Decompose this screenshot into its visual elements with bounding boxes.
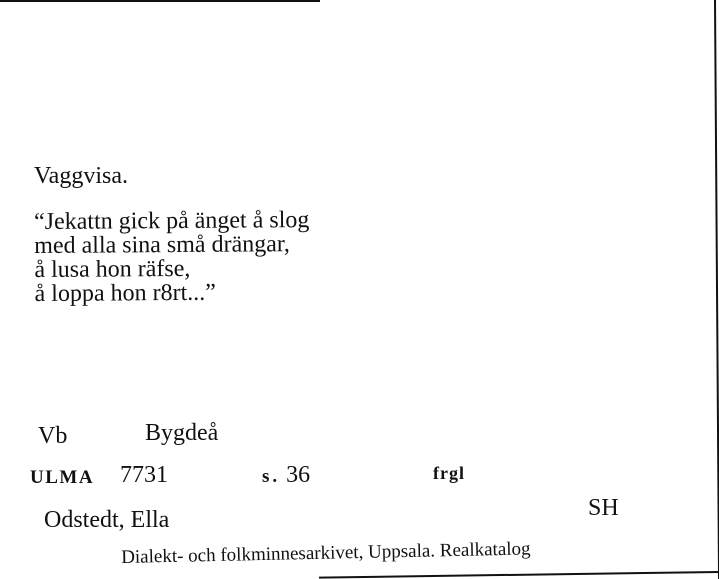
accession-number: 7731 [120, 462, 168, 488]
parish-label: Bygdeå [145, 420, 219, 446]
province-label: Vb [38, 423, 68, 449]
informant-name: Odstedt, Ella [44, 507, 170, 533]
archive-code: ULMA [30, 467, 95, 488]
card-bottom-edge [319, 571, 719, 579]
verse-line: å lusa hon räfse, [34, 255, 191, 283]
page-number: 36 [286, 462, 311, 488]
collector-code: SH [588, 495, 619, 521]
page-prefix: s. [262, 466, 281, 487]
verse-line: “Jekattn gick på änget å slog [33, 207, 310, 235]
card-title: Vaggvisa. [34, 163, 128, 189]
type-code: frgl [433, 463, 465, 483]
archive-footer: Dialekt- och folkminnesarkivet, Uppsala. Realkatalog [120, 538, 531, 568]
verse-text [34, 208, 310, 306]
verse-line: å loppa hon r8rt...” [34, 279, 216, 307]
verse-line: med alla sina små drängar, [34, 231, 290, 259]
page-reference [262, 463, 310, 487]
card-right-edge [714, 0, 719, 579]
card-top-edge [0, 0, 320, 2]
